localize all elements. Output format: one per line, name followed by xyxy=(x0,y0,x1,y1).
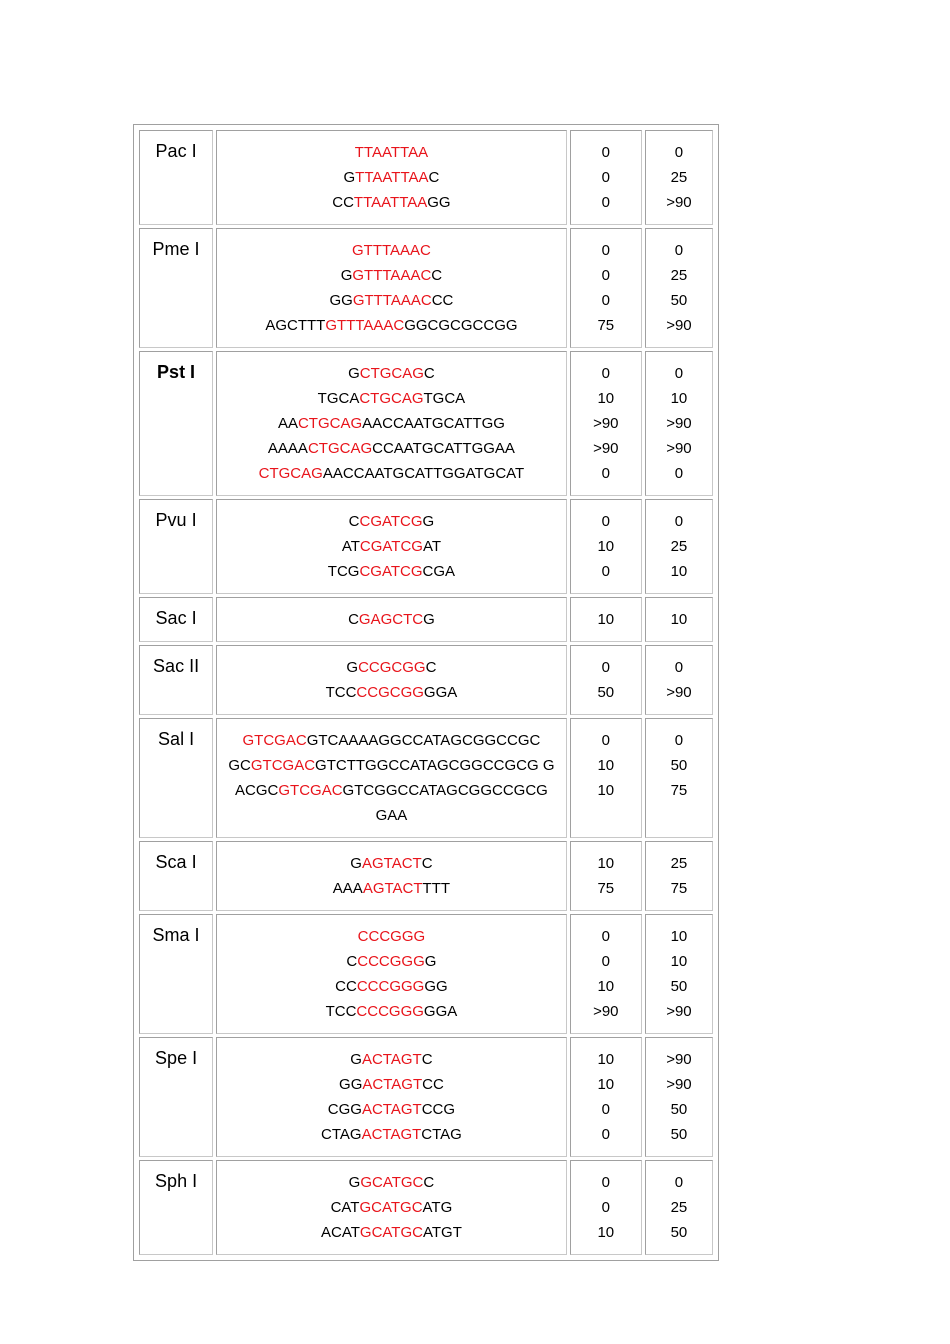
recognition-site: GTTTAAAC xyxy=(351,242,431,259)
cleavage-short-cell xyxy=(570,841,642,911)
recognition-site: GCATGC xyxy=(360,1174,424,1191)
recognition-site: AGTACT xyxy=(361,855,422,872)
cleavage-value: 50 xyxy=(670,978,688,995)
sequence-suffix: CCG xyxy=(421,1101,456,1118)
sequence-prefix: GC xyxy=(228,757,251,774)
table-row xyxy=(139,1037,713,1157)
cleavage-long-cell xyxy=(645,499,713,594)
sequence-suffix: C xyxy=(423,365,435,382)
cleavage-value: >90 xyxy=(593,1003,619,1020)
cleavage-value: 10 xyxy=(597,978,615,995)
cleavage-value: 0 xyxy=(601,1174,610,1191)
enzyme-name-cell xyxy=(139,1037,213,1157)
recognition-site: GCATGC xyxy=(359,1199,423,1216)
sequence-cell xyxy=(216,351,567,496)
recognition-site: ACTAGT xyxy=(362,1076,423,1093)
cleavage-value: 0 xyxy=(601,659,610,676)
enzyme-table-body xyxy=(139,130,713,1255)
cleavage-value: 50 xyxy=(670,1126,688,1143)
cleavage-value: >90 xyxy=(593,440,619,457)
recognition-site: CGATCG xyxy=(359,538,423,555)
enzyme-name-cell xyxy=(139,914,213,1034)
cleavage-value: >90 xyxy=(666,1051,692,1068)
cleavage-value: 10 xyxy=(670,390,688,407)
sequence-suffix: CC xyxy=(422,1076,444,1093)
sequence-line xyxy=(217,263,566,288)
cleavage-value: 0 xyxy=(601,1126,610,1143)
sequence-line xyxy=(217,680,566,705)
cleavage-value: 0 xyxy=(674,1174,684,1191)
sequence-prefix: GG xyxy=(339,1076,363,1093)
sequence-prefix: CTAG xyxy=(321,1126,362,1143)
cleavage-value: 0 xyxy=(601,144,610,161)
cleavage-value: >90 xyxy=(666,415,692,432)
sequence-cell xyxy=(216,499,567,594)
table-row xyxy=(139,597,713,642)
cleavage-short-cell xyxy=(570,499,642,594)
cleavage-value: 10 xyxy=(597,538,615,555)
enzyme-name: Sac II xyxy=(153,656,200,676)
sequence-line xyxy=(217,778,566,828)
sequence-cell xyxy=(216,718,567,838)
cleavage-value: 0 xyxy=(601,1199,610,1216)
sequence-line xyxy=(217,607,566,632)
sequence-suffix: C xyxy=(423,1174,435,1191)
cleavage-value: 10 xyxy=(597,1224,615,1241)
cleavage-value: 0 xyxy=(674,659,684,676)
sequence-suffix: G xyxy=(423,611,435,628)
cleavage-short-cell xyxy=(570,597,642,642)
cleavage-value: 25 xyxy=(670,538,688,555)
sequence-line xyxy=(217,313,566,338)
cleavage-value: 75 xyxy=(670,782,688,799)
recognition-site: CCCGGG xyxy=(356,978,425,995)
sequence-line xyxy=(217,534,566,559)
cleavage-long-cell xyxy=(645,718,713,838)
cleavage-value: 25 xyxy=(670,855,688,872)
cleavage-value: 0 xyxy=(601,194,610,211)
sequence-line xyxy=(217,509,566,534)
sequence-suffix: CTAG xyxy=(421,1126,462,1143)
sequence-line xyxy=(217,1072,566,1097)
cleavage-long-cell xyxy=(645,914,713,1034)
cleavage-value: 0 xyxy=(601,953,610,970)
cleavage-value: 10 xyxy=(670,928,688,945)
sequence-suffix: AT xyxy=(422,538,442,555)
recognition-site: GTTTAAAC xyxy=(352,292,432,309)
cleavage-short-cell xyxy=(570,130,642,225)
sequence-prefix: C xyxy=(348,513,360,530)
cleavage-long-cell xyxy=(645,351,713,496)
sequence-prefix: GG xyxy=(329,292,353,309)
recognition-site: CTGCAG xyxy=(359,390,424,407)
sequence-line xyxy=(217,876,566,901)
sequence-prefix: ACGC xyxy=(235,782,279,799)
enzyme-name: Sma I xyxy=(152,925,200,945)
table-row xyxy=(139,228,713,348)
sequence-suffix: AACCAATGCATTGGATGCAT xyxy=(322,465,525,482)
sequence-line xyxy=(217,1195,566,1220)
cleavage-value: 0 xyxy=(674,513,684,530)
sequence-line xyxy=(217,165,566,190)
sequence-suffix: G xyxy=(422,513,435,530)
sequence-line xyxy=(217,1220,566,1245)
sequence-prefix: CGG xyxy=(327,1101,362,1118)
cleavage-long-cell xyxy=(645,597,713,642)
cleavage-value: 0 xyxy=(601,928,610,945)
enzyme-name: Sal I xyxy=(158,729,195,749)
sequence-prefix: AA xyxy=(277,415,298,432)
recognition-site: CTGCAG xyxy=(307,440,373,457)
recognition-site: CTGCAG xyxy=(297,415,363,432)
cleavage-value: 0 xyxy=(601,365,610,382)
sequence-line xyxy=(217,411,566,436)
cleavage-value: 10 xyxy=(597,757,615,774)
sequence-prefix: ACAT xyxy=(321,1224,360,1241)
sequence-prefix: C xyxy=(346,953,358,970)
sequence-prefix: CC xyxy=(332,194,354,211)
table-row xyxy=(139,914,713,1034)
sequence-prefix: AT xyxy=(341,538,360,555)
enzyme-table xyxy=(133,124,719,1261)
sequence-prefix: TCG xyxy=(327,563,360,580)
cleavage-long-cell xyxy=(645,1160,713,1255)
recognition-site: TTAATTAA xyxy=(355,169,429,186)
sequence-line xyxy=(217,655,566,680)
cleavage-value: 75 xyxy=(670,880,688,897)
cleavage-short-cell xyxy=(570,1160,642,1255)
sequence-suffix: CCAATGCATTGGAA xyxy=(372,440,515,457)
cleavage-value: 25 xyxy=(670,1199,688,1216)
sequence-line xyxy=(217,190,566,215)
sequence-prefix: G xyxy=(346,659,359,676)
sequence-prefix: TCC xyxy=(325,684,357,701)
table-row xyxy=(139,351,713,496)
sequence-prefix: TCC xyxy=(325,1003,357,1020)
sequence-prefix: G xyxy=(350,1051,362,1068)
recognition-site: CCCGGG xyxy=(357,928,426,945)
enzyme-name-cell xyxy=(139,841,213,911)
enzyme-name-cell xyxy=(139,1160,213,1255)
cleavage-value: 10 xyxy=(597,855,615,872)
cleavage-value: 10 xyxy=(670,611,688,628)
sequence-line xyxy=(217,559,566,584)
recognition-site: CTGCAG xyxy=(258,465,323,482)
enzyme-name-cell xyxy=(139,597,213,642)
sequence-suffix: CC xyxy=(431,292,454,309)
cleavage-value: 25 xyxy=(670,169,688,186)
cleavage-value: >90 xyxy=(593,415,619,432)
cleavage-value: >90 xyxy=(666,684,692,701)
cleavage-value: 25 xyxy=(670,267,688,284)
enzyme-name: Sca I xyxy=(155,852,197,872)
sequence-prefix: G xyxy=(348,365,360,382)
recognition-site: TTAATTAA xyxy=(353,194,428,211)
sequence-suffix: GTCTTGGCCATAGCGGCCGCG G xyxy=(315,757,555,774)
sequence-line xyxy=(217,1097,566,1122)
sequence-prefix: G xyxy=(340,267,353,284)
sequence-prefix: G xyxy=(350,855,362,872)
sequence-suffix: G xyxy=(424,953,437,970)
table-row xyxy=(139,718,713,838)
cleavage-value: 0 xyxy=(674,465,684,482)
cleavage-short-cell xyxy=(570,645,642,715)
recognition-site: CGATCG xyxy=(359,513,423,530)
recognition-site: CCGCGG xyxy=(358,659,426,676)
sequence-line xyxy=(217,140,566,165)
recognition-site: CGATCG xyxy=(359,563,423,580)
enzyme-name: Pme I xyxy=(152,239,200,259)
sequence-line xyxy=(217,361,566,386)
sequence-line xyxy=(217,1170,566,1195)
cleavage-value: 0 xyxy=(601,242,610,259)
cleavage-short-cell xyxy=(570,718,642,838)
sequence-line xyxy=(217,238,566,263)
sequence-suffix: TTT xyxy=(422,880,451,897)
sequence-cell xyxy=(216,914,567,1034)
sequence-suffix: GTCAAAAGGCCATAGCGGCCGC xyxy=(306,732,541,749)
sequence-line xyxy=(217,728,566,753)
sequence-suffix: C xyxy=(421,855,433,872)
recognition-site: GAGCTC xyxy=(358,611,424,628)
sequence-suffix: C xyxy=(421,1051,433,1068)
enzyme-name: Sph I xyxy=(155,1171,198,1191)
sequence-cell xyxy=(216,645,567,715)
sequence-line xyxy=(217,1122,566,1147)
sequence-prefix: C xyxy=(348,611,359,628)
recognition-site: CCCGGG xyxy=(357,953,425,970)
sequence-cell xyxy=(216,1160,567,1255)
recognition-site: GTCGAC xyxy=(250,757,316,774)
sequence-cell xyxy=(216,130,567,225)
sequence-prefix: AAA xyxy=(332,880,363,897)
cleavage-value: 10 xyxy=(597,1076,615,1093)
cleavage-value: 10 xyxy=(670,953,688,970)
sequence-prefix: CAT xyxy=(330,1199,360,1216)
enzyme-name-cell xyxy=(139,130,213,225)
sequence-line xyxy=(217,386,566,411)
sequence-prefix: G xyxy=(343,169,356,186)
cleavage-value: 50 xyxy=(597,684,615,701)
cleavage-value: 0 xyxy=(601,563,610,580)
recognition-site: CTGCAG xyxy=(359,365,424,382)
cleavage-value: 10 xyxy=(597,1051,615,1068)
table-row xyxy=(139,645,713,715)
table-row xyxy=(139,130,713,225)
enzyme-name-cell xyxy=(139,499,213,594)
table-row xyxy=(139,499,713,594)
sequence-line xyxy=(217,999,566,1024)
cleavage-value: 75 xyxy=(597,880,615,897)
cleavage-value: 10 xyxy=(597,611,615,628)
cleavage-value: 10 xyxy=(597,390,615,407)
sequence-line xyxy=(217,461,566,486)
cleavage-value: 0 xyxy=(601,292,610,309)
sequence-line xyxy=(217,288,566,313)
cleavage-value: >90 xyxy=(666,440,692,457)
recognition-site: CCCGGG xyxy=(356,1003,424,1020)
sequence-prefix: AGCTTT xyxy=(265,317,326,334)
cleavage-long-cell xyxy=(645,1037,713,1157)
cleavage-value: >90 xyxy=(666,1003,692,1020)
sequence-suffix: GTCGGCCATAGCGGCCGCG GAA xyxy=(342,782,548,824)
cleavage-value: 0 xyxy=(674,365,684,382)
sequence-suffix: C xyxy=(428,169,440,186)
recognition-site: ACTAGT xyxy=(361,1126,422,1143)
recognition-site: GTTTAAAC xyxy=(325,317,405,334)
cleavage-value: 50 xyxy=(670,1101,688,1118)
sequence-line xyxy=(217,436,566,461)
sequence-line xyxy=(217,949,566,974)
recognition-site: GTCGAC xyxy=(278,782,343,799)
enzyme-name-cell xyxy=(139,718,213,838)
sequence-suffix: GG xyxy=(424,978,448,995)
cleavage-value: 0 xyxy=(601,267,610,284)
enzyme-name: Pac I xyxy=(155,141,197,161)
cleavage-long-cell xyxy=(645,841,713,911)
enzyme-name-cell xyxy=(139,645,213,715)
cleavage-value: 10 xyxy=(597,782,615,799)
recognition-site: GCATGC xyxy=(359,1224,423,1241)
sequence-line xyxy=(217,974,566,999)
cleavage-long-cell xyxy=(645,130,713,225)
cleavage-value: >90 xyxy=(666,194,692,211)
sequence-prefix: TGCA xyxy=(317,390,360,407)
cleavage-value: 0 xyxy=(674,144,684,161)
enzyme-name-cell xyxy=(139,228,213,348)
recognition-site: ACTAGT xyxy=(361,1051,422,1068)
table-row xyxy=(139,841,713,911)
sequence-line xyxy=(217,851,566,876)
recognition-site: CCGCGG xyxy=(356,684,424,701)
enzyme-name: Pst I xyxy=(157,362,196,382)
sequence-cell xyxy=(216,228,567,348)
cleavage-value: 0 xyxy=(601,732,610,749)
cleavage-value: 0 xyxy=(601,465,610,482)
cleavage-value: >90 xyxy=(666,317,692,334)
cleavage-value: 0 xyxy=(674,732,684,749)
sequence-suffix: C xyxy=(431,267,443,284)
recognition-site: GTCGAC xyxy=(242,732,307,749)
enzyme-name-cell xyxy=(139,351,213,496)
cleavage-value: 50 xyxy=(670,292,688,309)
sequence-suffix: TGCA xyxy=(423,390,466,407)
cleavage-value: 0 xyxy=(674,242,684,259)
sequence-suffix: AACCAATGCATTGG xyxy=(362,415,505,432)
cleavage-value: 0 xyxy=(601,169,610,186)
enzyme-name: Spe I xyxy=(155,1048,198,1068)
sequence-prefix: CC xyxy=(335,978,357,995)
sequence-suffix: CGA xyxy=(422,563,456,580)
cleavage-short-cell xyxy=(570,914,642,1034)
cleavage-value: 0 xyxy=(601,1101,610,1118)
enzyme-name: Pvu I xyxy=(155,510,197,530)
sequence-line xyxy=(217,924,566,949)
cleavage-value: 50 xyxy=(670,1224,688,1241)
recognition-site: GTTTAAAC xyxy=(352,267,432,284)
table-row xyxy=(139,1160,713,1255)
recognition-site: TTAATTAA xyxy=(354,144,429,161)
sequence-line xyxy=(217,1047,566,1072)
sequence-line xyxy=(217,753,566,778)
sequence-cell xyxy=(216,841,567,911)
sequence-suffix: GGCGCGCCGG xyxy=(404,317,518,334)
cleavage-value: 75 xyxy=(597,317,615,334)
cleavage-short-cell xyxy=(570,228,642,348)
sequence-cell xyxy=(216,1037,567,1157)
cleavage-long-cell xyxy=(645,645,713,715)
sequence-suffix: ATGT xyxy=(422,1224,462,1241)
cleavage-value: >90 xyxy=(666,1076,692,1093)
sequence-prefix: G xyxy=(348,1174,361,1191)
cleavage-value: 10 xyxy=(670,563,688,580)
sequence-suffix: GGA xyxy=(423,1003,458,1020)
cleavage-long-cell xyxy=(645,228,713,348)
sequence-cell xyxy=(216,597,567,642)
enzyme-name: Sac I xyxy=(155,608,197,628)
cleavage-short-cell xyxy=(570,351,642,496)
sequence-suffix: C xyxy=(425,659,437,676)
sequence-suffix: GGA xyxy=(423,684,458,701)
sequence-prefix: AAAA xyxy=(267,440,308,457)
cleavage-value: 0 xyxy=(601,513,610,530)
cleavage-short-cell xyxy=(570,1037,642,1157)
sequence-suffix: ATG xyxy=(422,1199,453,1216)
recognition-site: AGTACT xyxy=(362,880,423,897)
recognition-site: ACTAGT xyxy=(361,1101,422,1118)
sequence-suffix: GG xyxy=(427,194,451,211)
cleavage-value: 50 xyxy=(670,757,688,774)
